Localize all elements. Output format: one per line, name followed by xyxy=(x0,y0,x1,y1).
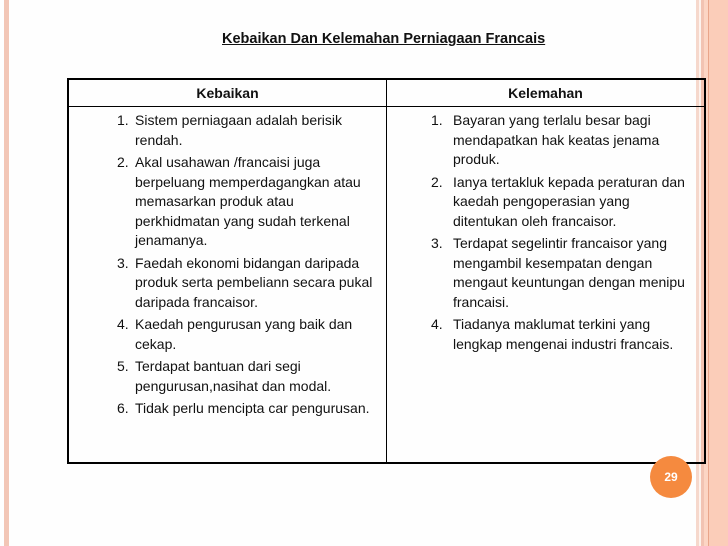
list-item xyxy=(117,315,378,354)
table-body-row xyxy=(68,107,705,464)
list-item xyxy=(431,173,696,232)
item-text: Kaedah pengurusan yang baik dan cekap. xyxy=(135,316,353,352)
list-item xyxy=(431,111,696,170)
item-number: 4. xyxy=(117,316,129,332)
header-kelemahan: Kelemahan xyxy=(387,79,706,107)
list-item xyxy=(117,111,378,150)
item-number: 2. xyxy=(431,173,443,190)
item-number: 6. xyxy=(117,400,129,416)
list-item xyxy=(117,357,378,396)
item-text: Bayaran yang terlalu besar bagi mendapatkan hak keatas jenama produk. xyxy=(453,112,660,167)
list-item xyxy=(431,234,696,312)
item-text: Faedah ekonomi bidangan daripada produk serta pembeliann secara pukal daripada francaisor. xyxy=(135,254,373,310)
table-header-row xyxy=(68,79,705,107)
item-number: 5. xyxy=(117,358,129,374)
item-number: 2. xyxy=(117,154,129,170)
list-item xyxy=(117,254,378,313)
left-decorative-stripe xyxy=(4,0,9,546)
list-item xyxy=(117,399,378,419)
item-text: Tiadanya maklumat terkini yang lengkap mengenai industri francais. xyxy=(453,316,674,352)
item-text: Akal usahawan /francaisi juga berpeluang memperdagangkan atau memasarkan produk atau perkhidmatan yang sudah terkenal jenamanya. xyxy=(135,154,361,248)
comparison-table xyxy=(67,78,706,464)
header-kebaikan: Kebaikan xyxy=(68,79,387,107)
item-text: Terdapat bantuan dari segi pengurusan,nasihat dan modal. xyxy=(135,358,332,394)
item-number: 3. xyxy=(117,254,129,271)
item-text: Sistem perniagaan adalah berisik rendah. xyxy=(135,112,343,148)
kelemahan-cell xyxy=(387,107,706,464)
kebaikan-list xyxy=(69,107,386,419)
list-item xyxy=(117,153,378,251)
item-number: 4. xyxy=(431,316,443,332)
list-item xyxy=(431,315,696,354)
item-text: Terdapat segelintir francaisor yang mengambil kesempatan dengan mengaut keuntungan dengan menipu francaisi. xyxy=(453,235,685,310)
item-text: Ianya tertakluk kepada peraturan dan kaedah pengoperasian yang ditentukan oleh francaisor. xyxy=(453,173,685,229)
item-number: 3. xyxy=(431,235,443,251)
slide-title: Kebaikan Dan Kelemahan Perniagaan Francais xyxy=(222,31,546,47)
page-number-badge: 29 xyxy=(650,456,692,498)
item-text: Tidak perlu mencipta car pengurusan. xyxy=(135,400,370,416)
kebaikan-cell xyxy=(68,107,387,464)
kelemahan-list xyxy=(387,107,704,354)
item-number: 1. xyxy=(117,112,129,128)
item-number: 1. xyxy=(431,112,443,128)
